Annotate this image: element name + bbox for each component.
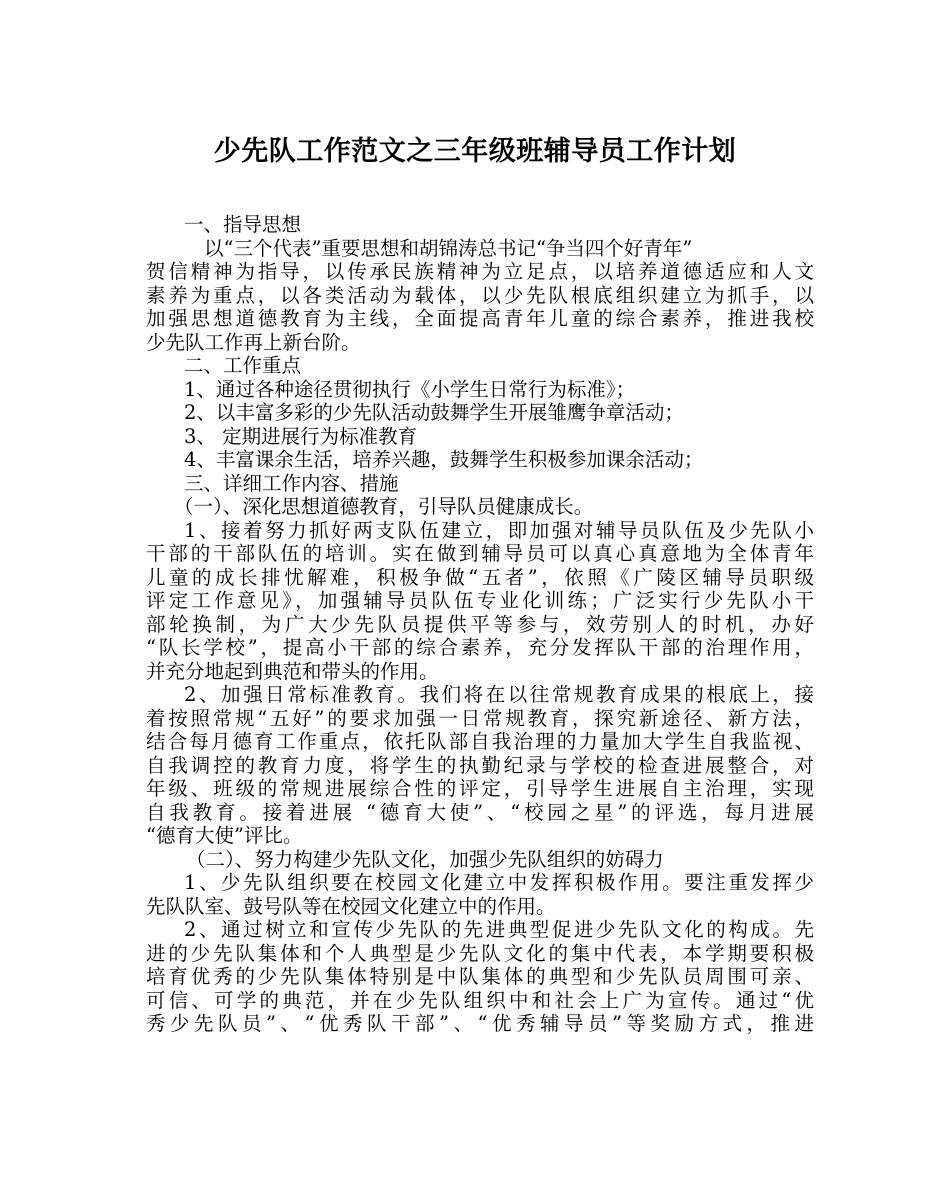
paragraph-line: 培育优秀的少先队集体特别是中队集体的典型和少先队员周围可亲、 [146, 965, 814, 988]
document-title: 少先队工作范文之三年级班辅导员工作计划 [213, 136, 737, 167]
section-heading: 一、指导思想 [184, 213, 302, 236]
paragraph-line: 秀少先队员”、“优秀队干部”、“优秀辅导员”等奖励方式，推进 [146, 1012, 814, 1035]
paragraph-line: 加强思想道德教育为主线，全面提高青年儿童的综合素养，推进我校 [146, 307, 814, 330]
paragraph-line: 自我调控的教育力度，将学生的执勤纪录与学校的检查进展整合，对 [146, 753, 814, 777]
paragraph-line: 以“三个代表”重要思想和胡锦涛总书记“争当四个好青年” [204, 236, 693, 260]
paragraph-line: 1、少先队组织要在校园文化建立中发挥积极作用。要注重发挥少 [184, 871, 814, 894]
list-item: 1、通过各种途径贯彻执行《小学生日常行为标准》； [184, 377, 636, 401]
section-heading: 二、工作重点 [184, 354, 302, 377]
paragraph-line: 自我教育。接着进展 “德育大使”、“校园之星”的评选，每月进展 [146, 800, 814, 824]
paragraph-line: 2、通过树立和宣传少先队的先进典型促进少先队文化的构成。先 [184, 918, 814, 941]
paragraph-line: “德育大使”评比。 [146, 824, 303, 847]
paragraph-line: 先队队室、鼓号队等在校园文化建立中的作用。 [146, 894, 556, 918]
paragraph-line: 儿童的成长排忧解难，积极争做“五者”，依照《广陵区辅导员职级 [146, 565, 814, 589]
paragraph-line: 年级、班级的常规进展综合性的评定，引导学生进展自主治理，实现 [146, 777, 814, 800]
paragraph-line: 贺信精神为指导，以传承民族精神为立足点，以培养道德适应和人文 [146, 260, 814, 283]
paragraph-line: 结合每月德育工作重点，依托队部自我治理的力量加大学生自我监视、 [146, 730, 814, 753]
document-body [146, 213, 814, 1036]
paragraph-line: “队长学校”，提高小干部的综合素养，充分发挥队干部的治理作用， [146, 636, 814, 659]
paragraph-line: 1、接着努力抓好两支队伍建立，即加强对辅导员队伍及少先队小 [184, 518, 814, 542]
subsection-heading: （二）、努力构建少先队文化，加强少先队组织的妨碍力 [186, 847, 664, 871]
paragraph-line: 并充分地起到典范和带头的作用。 [146, 659, 439, 683]
paragraph-line: 部轮换制，为广大少先队员提供平等参与，效劳别人的时机，办好 [146, 612, 814, 636]
paragraph-line: 少先队工作再上新台阶。 [146, 330, 361, 354]
list-item: 3、 定期进展行为标准教育 [184, 424, 418, 448]
section-heading: 三、详细工作内容、措施 [184, 471, 399, 495]
list-item: 4、丰富课余生活，培养兴趣，鼓舞学生积极参加课余活动； [184, 448, 704, 471]
paragraph-line: 进的少先队集体和个人典型是少先队文化的集中代表，本学期要积极 [146, 941, 814, 965]
paragraph-line: 评定工作意见》，加强辅导员队伍专业化训练；广泛实行少先队小干 [146, 589, 814, 612]
subsection-heading: （一）、深化思想道德教育，引导队员健康成长。 [174, 495, 594, 518]
list-item: 2、以丰富多彩的少先队活动鼓舞学生开展雏鹰争章活动； [184, 401, 684, 424]
paragraph-line: 素养为重点，以各类活动为载体，以少先队根底组织建立为抓手，以 [146, 283, 814, 307]
paragraph-line: 2、加强日常标准教育。我们将在以往常规教育成果的根底上，接 [184, 683, 814, 706]
paragraph-line: 可信、可学的典范，并在少先队组织中和社会上广为宣传。通过“优 [146, 988, 814, 1012]
paragraph-line: 着按照常规“五好”的要求加强一日常规教育，探究新途径、新方法， [146, 706, 814, 730]
paragraph-line: 干部的干部队伍的培训。实在做到辅导员可以真心真意地为全体青年 [146, 542, 814, 565]
